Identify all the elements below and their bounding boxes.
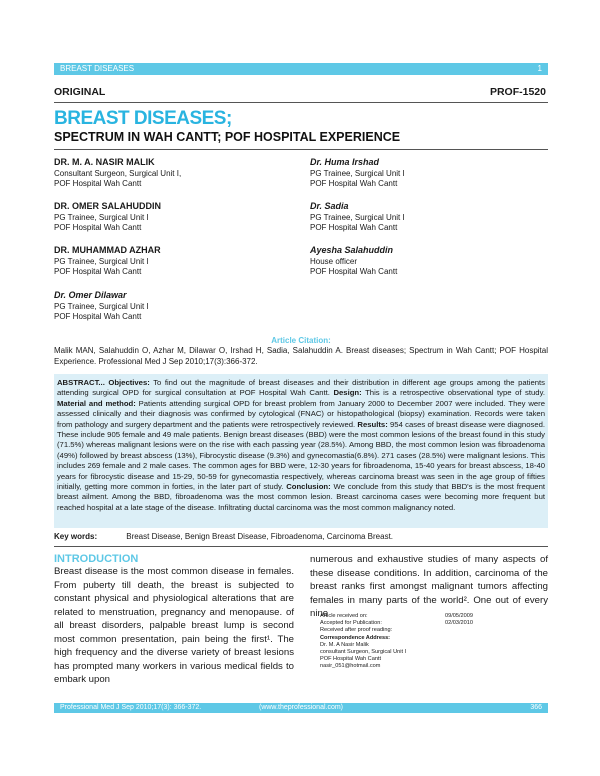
author-name: DR. MUHAMMAD AZHAR — [54, 245, 161, 255]
author-block — [310, 201, 405, 233]
author-name: Ayesha Salahuddin — [310, 245, 394, 255]
footer-citation: Professional Med J Sep 2010;17(3): 366-372. — [60, 704, 202, 711]
author-affiliation: PG Trainee, Surgical Unit I — [54, 302, 149, 311]
article-type: ORIGINAL — [54, 86, 106, 98]
running-header-bar — [54, 63, 548, 75]
abstract-results-label: Results: — [357, 419, 388, 429]
abstract-label: ABSTRACT... Objectives: — [57, 378, 150, 387]
abstract-box — [54, 374, 548, 528]
author-affiliation: Consultant Surgeon, Surgical Unit I, — [54, 169, 182, 178]
abstract-conclusion-label: Conclusion: — [286, 482, 331, 492]
author-affiliation: PG Trainee, Surgical Unit I — [54, 213, 149, 222]
abstract-design: This is a retrospective observational type of study. — [365, 388, 545, 398]
author-affiliation: PG Trainee, Surgical Unit I — [310, 213, 405, 222]
author-affiliation: POF Hospital Wah Cantt — [54, 223, 142, 232]
author-block — [54, 245, 161, 277]
abstract-material-label: Material and method: — [57, 398, 136, 408]
divider — [54, 546, 548, 547]
keywords-text: Breast Disease, Benign Breast Disease, Fibroadenoma, Carcinoma Breast. — [126, 532, 394, 541]
email-address: nasir_051@hotmail.com — [320, 663, 381, 670]
page-number: 1 — [537, 64, 542, 73]
abstract-material: Patients attending surgical OPD for breast problem from January 2000 to December 2007 were included. They were assessed clinically and their diagnosis was confirmed by cytological (FNAC) or histopathological (biopsy) examination. Records were taken from pathology and surgery department and the patients were retrospectively reviewed. — [57, 398, 546, 429]
author-affiliation: POF Hospital Wah Cantt — [54, 267, 142, 276]
received-date: 09/05/2009 — [445, 613, 473, 619]
address-line: Dr. M. A Nasir Malik — [320, 641, 369, 648]
abstract-design-label: Design: — [333, 388, 362, 398]
author-affiliation: PG Trainee, Surgical Unit I — [310, 169, 405, 178]
footer-bar — [54, 703, 548, 713]
article-info — [320, 613, 540, 671]
address-line: POF Hospital Wah Cantt — [320, 656, 382, 663]
author-affiliation: POF Hospital Wah Cantt — [310, 223, 398, 232]
article-title: BREAST DISEASES; — [54, 108, 232, 129]
body-column-left: Breast disease is the most common disease in females. From puberty till death, the breast is subjected to constant physical and physiological alterations that are related to menstruation, pregnancy and menopause. of all breast disorders, palpable breast lump is second most common presentation, pain being the first¹. The high frequency and the diverse variety of breast lesions has prompted many workers in various medical fields to embark upon — [54, 566, 294, 685]
abstract-conclusion: We conclude from this study that BBD's is the most frequent breast ailment. Among the BBD, fibroadenoma was the most common lesion. Breast carcinoma cases were becoming more frequent but reached hospital at a late stage of the disease. Infiltrating ductal carcinoma was the most common malignancy noted. — [57, 482, 545, 512]
author-affiliation: House officer — [310, 257, 357, 266]
author-affiliation: POF Hospital Wah Cantt — [54, 312, 142, 321]
proof-label: Received after proof reading: — [320, 627, 393, 634]
accepted-date: 02/03/2010 — [445, 620, 473, 627]
divider — [54, 102, 548, 103]
address-line: consultant Surgeon, Surgical Unit I — [320, 649, 407, 656]
footer-page-number: 366 — [530, 704, 542, 711]
author-block — [310, 245, 397, 277]
author-block — [54, 290, 149, 322]
citation-heading: Article Citation: — [271, 336, 331, 345]
author-affiliation: PG Trainee, Surgical Unit I — [54, 257, 149, 266]
keywords-label: Key words: — [54, 532, 98, 541]
divider — [54, 149, 548, 150]
abstract-objectives: To find out the magnitude of breast diseases and their distribution in different age groups among the patients attending surgical OPD for surgical consultation at POF Hospital Wah Cantt. — [57, 378, 546, 398]
author-name: Dr. Huma Irshad — [310, 157, 380, 167]
abstract-results: 954 cases of breast disease were diagnosed. These include 905 female and 49 male patients. Benign breast diseases (BBD) were the most common lesions of the breast found in this study (71.5%) whereas malignant lesions were on the rise with each passing year (28.5%). Among BBD, the most common lesion was fibroadenoma (49%) followed by breast abscess (13%), Fibrocystic disease (9.3%) and gynecomastia(6.8%). 271 cases (28.5%) were malignant lesions. This includes 269 female and 2 male cases. The common ages for BBD were, 12-30 years for fibroadenoma, 15-40 years for breast abscess, 18-40 years for fibrocystic disease and 15-29, 50-59 for gynecomastia respectively, whereas carcinoma breast was seen in the age group of fifties initially, getting more common in forties, in the later part of study. — [57, 419, 546, 492]
author-name: Dr. Sadia — [310, 201, 349, 211]
author-name: DR. M. A. NASIR MALIK — [54, 157, 155, 167]
author-block — [310, 157, 405, 189]
footer-website: (www.theprofessional.com) — [258, 704, 344, 711]
author-name: Dr. Omer Dilawar — [54, 290, 127, 300]
author-affiliation: POF Hospital Wah Cantt — [310, 267, 398, 276]
correspondence-label: Correspondence Address: — [320, 634, 391, 641]
article-subtitle: SPECTRUM IN WAH CANTT; POF HOSPITAL EXPERIENCE — [54, 130, 401, 144]
keywords — [54, 532, 548, 541]
author-affiliation: POF Hospital Wah Cantt — [54, 179, 142, 188]
running-title: BREAST DISEASES — [60, 64, 135, 73]
received-label: Article received on: — [320, 613, 368, 619]
accepted-label: Accepted for Publication: — [320, 620, 382, 627]
author-name: DR. OMER SALAHUDDIN — [54, 201, 161, 211]
author-affiliation: POF Hospital Wah Cantt — [310, 179, 398, 188]
author-block — [54, 201, 161, 233]
author-block — [54, 157, 181, 189]
article-code: PROF-1520 — [489, 86, 546, 98]
citation-text: Malik MAN, Salahuddin O, Azhar M, Dilawar O, Irshad H, Sadia, Salahuddin A. Breast diseases; Spectrum in Wah Cantt; POF Hospital Experience. Professional Med J Sep 2010;17(3):366-372. — [54, 346, 548, 366]
section-heading: INTRODUCTION — [54, 553, 139, 565]
body-column-right: numerous and exhaustive studies of many aspects of these disease conditions. In addition, carcinoma of the breast ranks first amongst malignant tumors affecting females in many parts of the world². One out of every nine — [310, 554, 548, 619]
